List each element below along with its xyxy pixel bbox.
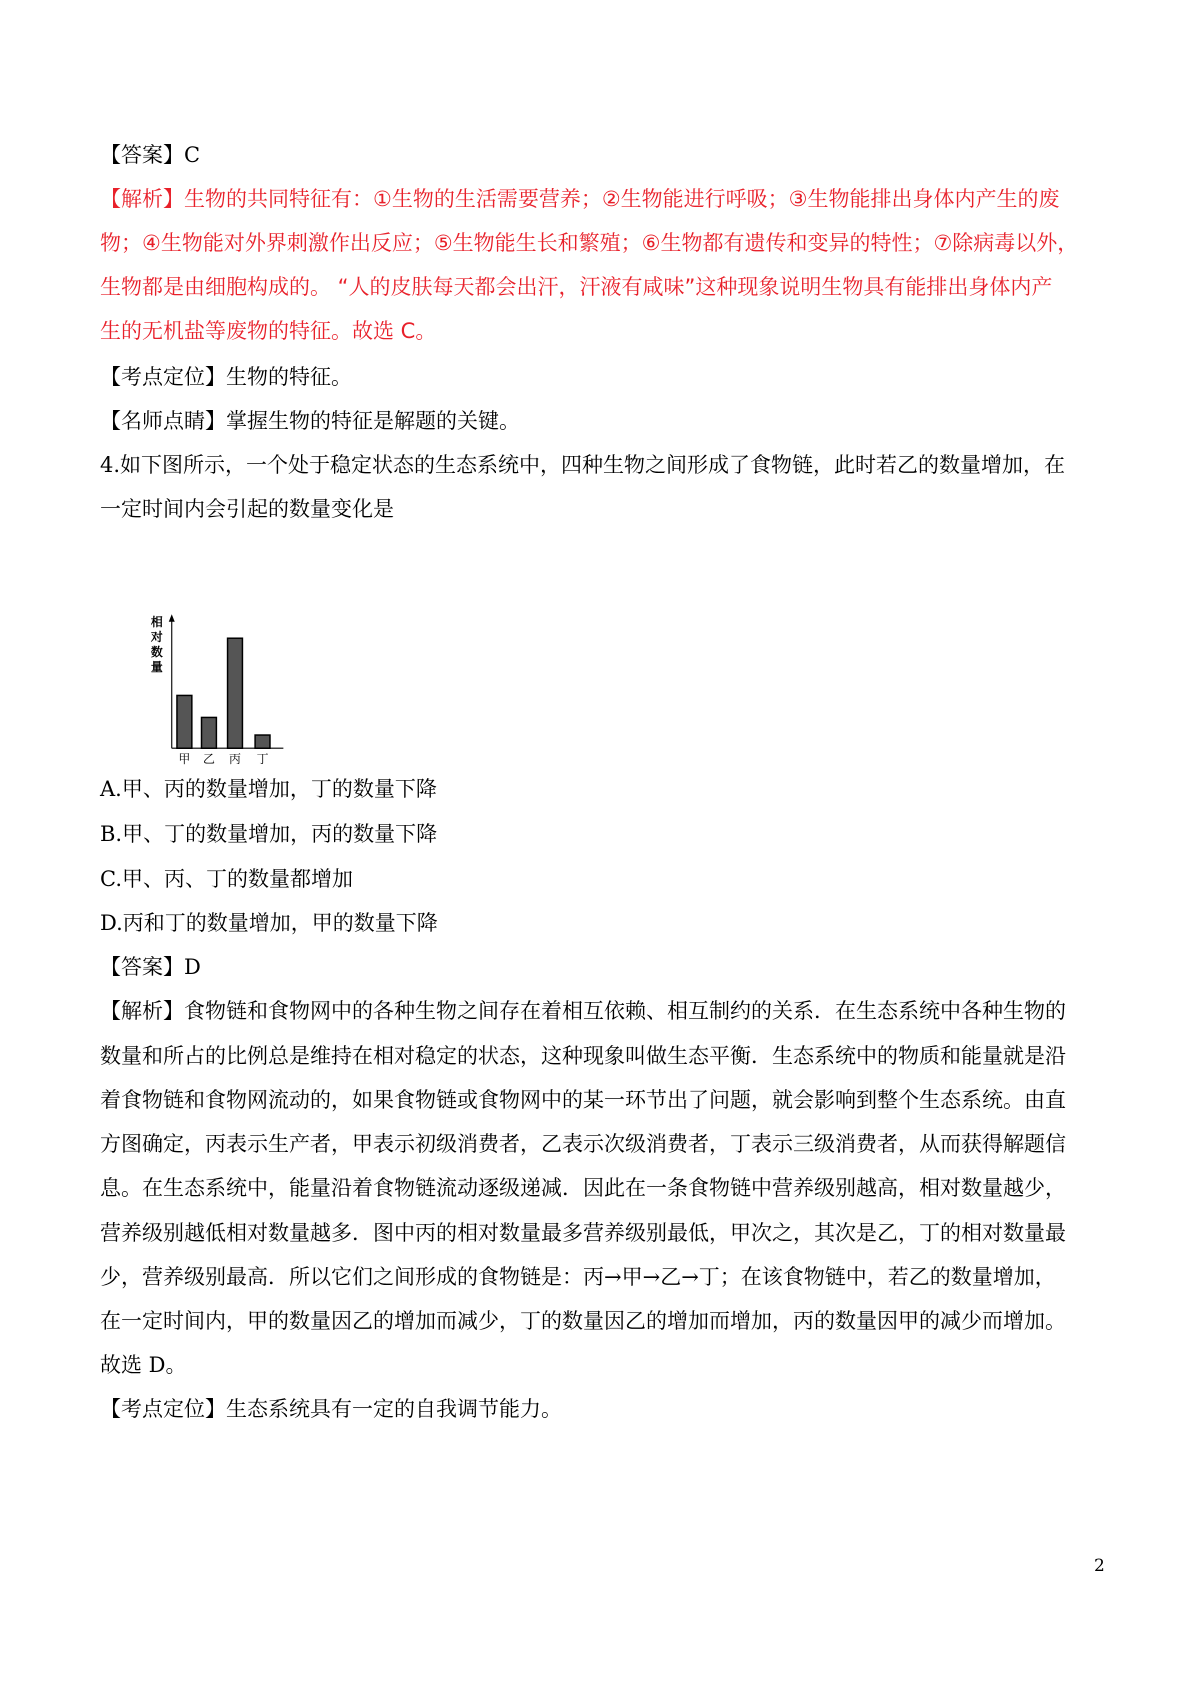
y-axis-label-char: 相	[150, 615, 163, 630]
x-tick-label: 甲	[178, 752, 191, 767]
q4-option-d: D.丙和丁的数量增加，甲的数量下降	[100, 911, 438, 935]
q3-mingshi: 【名师点睛】掌握生物的特征是解题的关键。	[100, 409, 520, 433]
x-tick-label: 乙	[203, 752, 215, 767]
x-tick-label: 丙	[229, 752, 241, 767]
y-axis-arrow	[169, 614, 175, 621]
bar-甲	[177, 695, 192, 748]
q4-analysis-line: 在一定时间内，甲的数量因乙的增加而减少，丁的数量因乙的增加而增加，丙的数量因甲的减少而增加。	[100, 1309, 1066, 1333]
q4-analysis-line: 着食物链和食物网流动的，如果食物链或食物网中的某一环节出了问题，就会影响到整个生态系统。由直	[100, 1088, 1066, 1112]
q4-kaodian: 【考点定位】生态系统具有一定的自我调节能力。	[100, 1397, 562, 1421]
q4-answer: 【答案】D	[100, 955, 201, 979]
y-axis-label-char: 数	[150, 644, 163, 659]
q4-option-c: C.甲、丙、丁的数量都增加	[100, 867, 353, 891]
q4-analysis-line: 营养级别越低相对数量越多．图中丙的相对数量最多营养级别最低，甲次之，其次是乙，丁的相对数量最	[100, 1221, 1066, 1245]
q3-analysis-line: 【解析】生物的共同特征有：①生物的生活需要营养；②生物能进行呼吸；③生物能排出身体内产生的废	[100, 187, 1060, 211]
q4-stem-line: 一定时间内会引起的数量变化是	[100, 497, 394, 521]
q4-analysis-line: 数量和所占的比例总是维持在相对稳定的状态，这种现象叫做生态平衡．生态系统中的物质和能量就是沿	[100, 1044, 1066, 1068]
bar-丙	[228, 638, 243, 748]
chart-bars	[177, 638, 270, 748]
y-axis-label-char: 量	[150, 659, 163, 674]
bar-乙	[202, 717, 217, 748]
q3-analysis-line: 生的无机盐等废物的特征。故选 C。	[100, 319, 437, 343]
q3-kaodian: 【考点定位】生物的特征。	[100, 365, 352, 389]
bar-丁	[255, 735, 270, 748]
q3-answer: 【答案】C	[100, 143, 201, 167]
q4-analysis-line: 方图确定，丙表示生产者，甲表示初级消费者，乙表示次级消费者，丁表示三级消费者，从而获得解题信	[100, 1132, 1066, 1156]
q4-analysis-line: 息。在生态系统中，能量沿着食物链流动逐级递减．因此在一条食物链中营养级别越高，相对数量越少，	[100, 1176, 1066, 1200]
q3-analysis-line: 生物都是由细胞构成的。 “人的皮肤每天都会出汗，汗液有咸味”这种现象说明生物具有能排出身体内产	[100, 275, 1053, 299]
q4-analysis-line: 【解析】食物链和食物网中的各种生物之间存在着相互依赖、相互制约的关系．在生态系统中各种生物的	[100, 999, 1066, 1023]
q4-option-a: A.甲、丙的数量增加，丁的数量下降	[100, 777, 437, 801]
q3-analysis-line: 物；④生物能对外界刺激作出反应；⑤生物能生长和繁殖；⑥生物都有遗传和变异的特性；⑦除病毒以外，	[100, 231, 1079, 255]
x-tick-label: 丁	[256, 752, 269, 767]
q4-analysis-line: 故选 D。	[100, 1353, 187, 1377]
y-axis-label-char: 对	[150, 630, 163, 645]
q4-option-b: B.甲、丁的数量增加，丙的数量下降	[100, 822, 438, 846]
q4-analysis-line: 少，营养级别最高．所以它们之间形成的食物链是：丙→甲→乙→丁；在该食物链中，若乙的数量增加，	[100, 1265, 1056, 1289]
page-number: 2	[1094, 1556, 1105, 1576]
q4-stem-line: 4.如下图所示，一个处于稳定状态的生态系统中，四种生物之间形成了食物链，此时若乙的数量增加，在	[100, 453, 1066, 477]
